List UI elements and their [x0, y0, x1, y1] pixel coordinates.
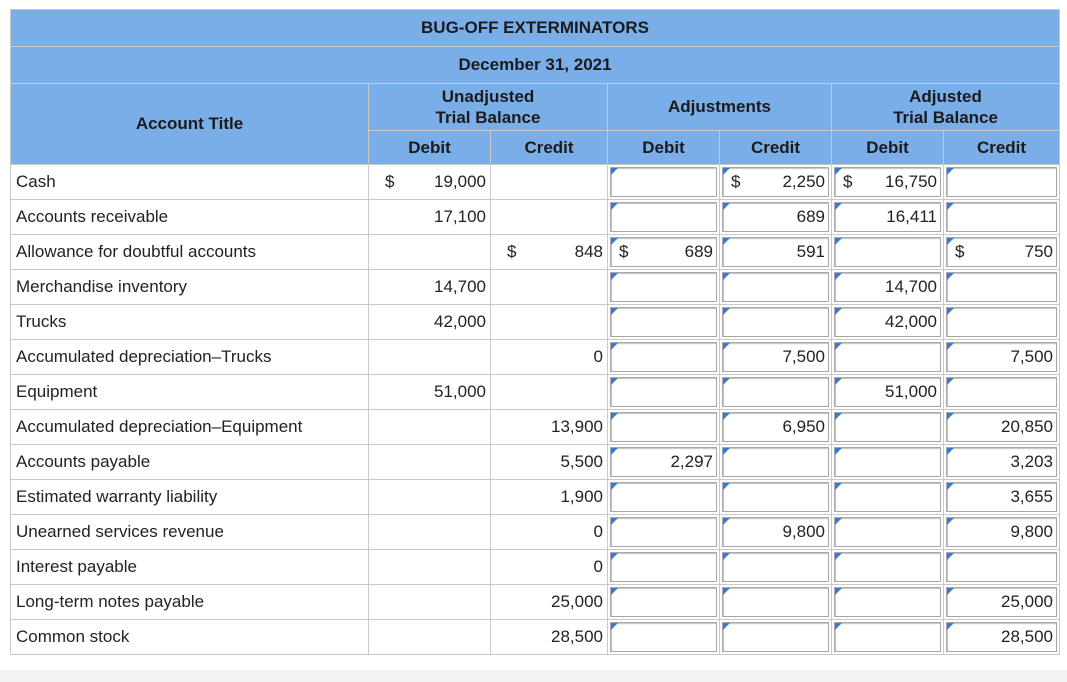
adj-credit-input[interactable]: [722, 237, 829, 267]
input-marker-icon: [835, 238, 842, 245]
at-credit-input[interactable]: [946, 622, 1057, 652]
table-row: [11, 550, 1060, 585]
adjusted-trial-balance-header: [832, 84, 1060, 131]
adj-debit-input[interactable]: [610, 622, 717, 652]
at-credit-cell: [944, 480, 1060, 515]
adj-credit-cell: [720, 340, 832, 375]
table-row: [11, 620, 1060, 655]
adj-credit-cell: [720, 305, 832, 340]
adj-debit-input[interactable]: [610, 447, 717, 477]
adj-credit-cell: [720, 550, 832, 585]
input-value: 14,700: [885, 277, 937, 296]
at-credit-input[interactable]: [946, 552, 1057, 582]
at-credit-cell: [944, 165, 1060, 200]
account-title-cell: Unearned services revenue: [11, 515, 369, 550]
at-credit-cell: [944, 305, 1060, 340]
ut-credit-cell: [491, 340, 608, 375]
at-debit-input[interactable]: [834, 202, 941, 232]
at-debit-cell: [832, 340, 944, 375]
input-value: 3,203: [1010, 452, 1054, 471]
at-credit-input[interactable]: [946, 202, 1057, 232]
ut-debit-cell: [369, 550, 491, 585]
at-debit-cell: [832, 305, 944, 340]
at-debit-cell: [832, 200, 944, 235]
at-credit-cell: [944, 515, 1060, 550]
input-marker-icon: [723, 588, 730, 595]
amount-value: 848: [574, 242, 603, 261]
adj-credit-cell: [720, 410, 832, 445]
input-marker-icon: [723, 203, 730, 210]
at-debit-input[interactable]: [834, 517, 941, 547]
adj-credit-cell: [720, 585, 832, 620]
account-title-cell: Cash: [11, 165, 369, 200]
adjustments-header: Adjustments: [608, 84, 832, 131]
at-debit-input[interactable]: [834, 307, 941, 337]
input-marker-icon: [947, 238, 954, 245]
at-debit-input[interactable]: [834, 587, 941, 617]
input-marker-icon: [835, 553, 842, 560]
input-value: 51,000: [885, 382, 937, 401]
ut-credit-cell: [491, 480, 608, 515]
adj-debit-cell: [608, 375, 720, 410]
adj-credit-cell: [720, 165, 832, 200]
input-marker-icon: [835, 588, 842, 595]
input-value: 689: [796, 207, 825, 226]
at-debit-input[interactable]: [834, 447, 941, 477]
adj-credit-cell: [720, 445, 832, 480]
currency-symbol: $: [507, 242, 517, 261]
input-marker-icon: [723, 553, 730, 560]
adj-debit-cell: [608, 515, 720, 550]
ut-debit-cell: [369, 235, 491, 270]
input-value: 7,500: [782, 347, 825, 366]
at-credit-cell: [944, 340, 1060, 375]
at-debit-input[interactable]: [834, 552, 941, 582]
table-row: [11, 515, 1060, 550]
amount-value: 14,700: [434, 277, 486, 296]
adj-debit-cell: [608, 550, 720, 585]
input-marker-icon: [611, 378, 618, 385]
input-marker-icon: [947, 483, 954, 490]
input-marker-icon: [835, 623, 842, 630]
input-value: 20,850: [1001, 417, 1054, 436]
adj-debit-input[interactable]: [610, 342, 717, 372]
at-credit-cell: [944, 410, 1060, 445]
at-credit-input[interactable]: [946, 587, 1057, 617]
adj-debit-cell: [608, 585, 720, 620]
input-marker-icon: [947, 518, 954, 525]
statement-date: December 31, 2021: [11, 47, 1060, 84]
at-debit-cell: [832, 550, 944, 585]
account-title-cell: Accounts payable: [11, 445, 369, 480]
input-marker-icon: [947, 343, 954, 350]
input-value: 7,500: [1010, 347, 1054, 366]
input-marker-icon: [947, 168, 954, 175]
adj-debit-input[interactable]: [610, 377, 717, 407]
input-marker-icon: [611, 413, 618, 420]
at-credit-header: Credit: [944, 131, 1060, 165]
account-title-cell: Accumulated depreciation–Equipment: [11, 410, 369, 445]
adj-debit-cell: [608, 165, 720, 200]
page-bottom-strip: [0, 670, 1067, 682]
at-credit-cell: [944, 550, 1060, 585]
at-credit-cell: [944, 585, 1060, 620]
input-value: 25,000: [1001, 592, 1054, 611]
amount-value: 51,000: [434, 382, 486, 401]
input-marker-icon: [947, 553, 954, 560]
adj-debit-input[interactable]: [610, 587, 717, 617]
ut-credit-cell: [491, 165, 608, 200]
at-credit-cell: [944, 620, 1060, 655]
adj-debit-input[interactable]: [610, 237, 717, 267]
input-value: 591: [796, 242, 825, 261]
at-credit-input[interactable]: [946, 237, 1057, 267]
adj-credit-input[interactable]: [722, 622, 829, 652]
account-title-cell: Accumulated depreciation–Trucks: [11, 340, 369, 375]
adj-debit-cell: [608, 445, 720, 480]
table-row: [11, 200, 1060, 235]
adj-debit-cell: [608, 305, 720, 340]
ut-debit-header: Debit: [369, 131, 491, 165]
table-row: [11, 410, 1060, 445]
at-debit-input[interactable]: [834, 167, 941, 197]
amount-value: 0: [593, 557, 603, 576]
adj-credit-cell: [720, 200, 832, 235]
ut-credit-cell: [491, 270, 608, 305]
adj-debit-input[interactable]: [610, 482, 717, 512]
at-credit-input[interactable]: [946, 307, 1057, 337]
adj-credit-input[interactable]: [722, 272, 829, 302]
account-title-cell: Common stock: [11, 620, 369, 655]
input-marker-icon: [835, 378, 842, 385]
adj-debit-input[interactable]: [610, 552, 717, 582]
input-marker-icon: [723, 168, 730, 175]
at-debit-input[interactable]: [834, 482, 941, 512]
ut-credit-cell: [491, 620, 608, 655]
input-value: 2,297: [670, 452, 713, 471]
input-value: 6,950: [782, 417, 825, 436]
input-value: 3,655: [1010, 487, 1054, 506]
table-row: [11, 165, 1060, 200]
input-marker-icon: [723, 413, 730, 420]
unadjusted-label: Unadjusted: [441, 87, 535, 106]
at-credit-input[interactable]: [946, 377, 1057, 407]
input-marker-icon: [723, 308, 730, 315]
amount-value: 0: [593, 522, 603, 541]
at-debit-cell: [832, 480, 944, 515]
at-credit-input[interactable]: [946, 412, 1057, 442]
input-marker-icon: [611, 588, 618, 595]
input-marker-icon: [835, 518, 842, 525]
adj-credit-input[interactable]: [722, 482, 829, 512]
ut-debit-cell: [369, 375, 491, 410]
ut-debit-cell: [369, 340, 491, 375]
table-row: [11, 375, 1060, 410]
at-debit-input[interactable]: [834, 342, 941, 372]
input-marker-icon: [611, 238, 618, 245]
input-marker-icon: [723, 518, 730, 525]
at-credit-input[interactable]: [946, 447, 1057, 477]
input-marker-icon: [611, 518, 618, 525]
input-marker-icon: [611, 553, 618, 560]
adj-credit-input[interactable]: [722, 377, 829, 407]
at-debit-cell: [832, 165, 944, 200]
adjusted-trial-balance-label: Trial Balance: [893, 108, 998, 127]
currency-symbol: $: [843, 172, 853, 191]
trial-balance-worksheet: [10, 9, 1060, 655]
adj-credit-input[interactable]: [722, 202, 829, 232]
adj-credit-header: Credit: [720, 131, 832, 165]
at-debit-header: Debit: [832, 131, 944, 165]
input-marker-icon: [947, 273, 954, 280]
input-marker-icon: [723, 238, 730, 245]
at-credit-cell: [944, 445, 1060, 480]
at-credit-input[interactable]: [946, 342, 1057, 372]
input-marker-icon: [947, 203, 954, 210]
ut-debit-cell: [369, 200, 491, 235]
account-title-cell: Allowance for doubtful accounts: [11, 235, 369, 270]
amount-value: 0: [593, 347, 603, 366]
amount-value: 1,900: [560, 487, 603, 506]
at-debit-cell: [832, 270, 944, 305]
adj-debit-input[interactable]: [610, 202, 717, 232]
at-debit-cell: [832, 585, 944, 620]
ut-credit-cell: [491, 410, 608, 445]
input-value: 9,800: [1010, 522, 1054, 541]
adj-debit-cell: [608, 270, 720, 305]
adj-credit-input[interactable]: [722, 587, 829, 617]
input-marker-icon: [611, 343, 618, 350]
adj-debit-input[interactable]: [610, 412, 717, 442]
adj-credit-cell: [720, 480, 832, 515]
currency-symbol: $: [955, 242, 965, 261]
input-marker-icon: [723, 378, 730, 385]
input-value: 9,800: [782, 522, 825, 541]
ut-debit-cell: [369, 585, 491, 620]
ut-debit-cell: [369, 445, 491, 480]
input-marker-icon: [723, 448, 730, 455]
input-marker-icon: [611, 483, 618, 490]
at-debit-input[interactable]: [834, 272, 941, 302]
adj-debit-cell: [608, 480, 720, 515]
adj-debit-cell: [608, 200, 720, 235]
input-marker-icon: [723, 623, 730, 630]
adj-debit-input[interactable]: [610, 272, 717, 302]
input-marker-icon: [611, 308, 618, 315]
account-title-cell: Equipment: [11, 375, 369, 410]
input-marker-icon: [611, 273, 618, 280]
table-row: [11, 585, 1060, 620]
account-title-cell: Accounts receivable: [11, 200, 369, 235]
adj-credit-cell: [720, 375, 832, 410]
input-marker-icon: [947, 378, 954, 385]
input-marker-icon: [835, 413, 842, 420]
at-credit-input[interactable]: [946, 272, 1057, 302]
input-marker-icon: [947, 588, 954, 595]
adj-credit-input[interactable]: [722, 307, 829, 337]
account-title-cell: Trucks: [11, 305, 369, 340]
input-marker-icon: [723, 483, 730, 490]
ut-credit-cell: [491, 550, 608, 585]
table-row: [11, 305, 1060, 340]
input-value: 28,500: [1001, 627, 1054, 646]
input-value: 689: [684, 242, 713, 261]
input-value: 2,250: [782, 172, 825, 191]
adjusted-label: Adjusted: [909, 87, 982, 106]
ut-debit-cell: [369, 410, 491, 445]
at-credit-cell: [944, 200, 1060, 235]
adj-debit-cell: [608, 340, 720, 375]
currency-symbol: $: [731, 172, 741, 191]
amount-value: 19,000: [434, 172, 486, 191]
at-credit-input[interactable]: [946, 167, 1057, 197]
amount-value: 28,500: [551, 627, 603, 646]
adj-debit-header: Debit: [608, 131, 720, 165]
ut-debit-cell: [369, 515, 491, 550]
ut-credit-header: Credit: [491, 131, 608, 165]
amount-value: 5,500: [560, 452, 603, 471]
input-marker-icon: [947, 623, 954, 630]
unadjusted-trial-balance-header: [369, 84, 608, 131]
input-marker-icon: [723, 343, 730, 350]
ut-credit-cell: [491, 515, 608, 550]
ut-credit-cell: [491, 375, 608, 410]
input-value: 42,000: [885, 312, 937, 331]
input-value: 16,750: [885, 172, 937, 191]
at-credit-cell: [944, 375, 1060, 410]
adj-debit-input[interactable]: [610, 167, 717, 197]
adj-credit-cell: [720, 515, 832, 550]
at-credit-cell: [944, 270, 1060, 305]
table-row: [11, 480, 1060, 515]
amount-value: 25,000: [551, 592, 603, 611]
adj-debit-cell: [608, 235, 720, 270]
adj-debit-input[interactable]: [610, 517, 717, 547]
table-row: [11, 270, 1060, 305]
adj-credit-cell: [720, 620, 832, 655]
table-row: [11, 235, 1060, 270]
adj-debit-cell: [608, 620, 720, 655]
account-title-header: [11, 84, 369, 165]
adj-credit-input[interactable]: [722, 447, 829, 477]
adj-credit-input[interactable]: [722, 552, 829, 582]
adj-credit-cell: [720, 235, 832, 270]
currency-symbol: $: [385, 172, 395, 191]
input-value: 16,411: [886, 207, 937, 226]
amount-value: 42,000: [434, 312, 486, 331]
company-name: BUG-OFF EXTERMINATORS: [11, 10, 1060, 47]
ut-debit-cell: [369, 270, 491, 305]
at-credit-input[interactable]: [946, 517, 1057, 547]
input-marker-icon: [835, 203, 842, 210]
at-credit-input[interactable]: [946, 482, 1057, 512]
adj-debit-cell: [608, 410, 720, 445]
input-marker-icon: [835, 343, 842, 350]
input-marker-icon: [947, 413, 954, 420]
ut-debit-cell: [369, 165, 491, 200]
account-title-cell: Interest payable: [11, 550, 369, 585]
unadjusted-trial-balance-label: Trial Balance: [435, 108, 541, 127]
input-marker-icon: [947, 448, 954, 455]
adj-credit-input[interactable]: [722, 342, 829, 372]
at-credit-cell: [944, 235, 1060, 270]
at-debit-cell: [832, 235, 944, 270]
input-marker-icon: [611, 203, 618, 210]
ut-credit-cell: [491, 585, 608, 620]
adj-credit-input[interactable]: [722, 167, 829, 197]
at-debit-input[interactable]: [834, 377, 941, 407]
at-debit-cell: [832, 375, 944, 410]
at-debit-cell: [832, 515, 944, 550]
ut-credit-cell: [491, 200, 608, 235]
table-row: [11, 340, 1060, 375]
input-marker-icon: [835, 308, 842, 315]
ut-debit-cell: [369, 480, 491, 515]
adj-credit-input[interactable]: [722, 412, 829, 442]
account-title-cell: Long-term notes payable: [11, 585, 369, 620]
input-marker-icon: [611, 623, 618, 630]
ut-debit-cell: [369, 620, 491, 655]
input-marker-icon: [611, 168, 618, 175]
ut-debit-cell: [369, 305, 491, 340]
input-value: 750: [1024, 242, 1054, 261]
amount-value: 17,100: [434, 207, 486, 226]
account-title-cell: Estimated warranty liability: [11, 480, 369, 515]
input-marker-icon: [835, 448, 842, 455]
worksheet-rows: [11, 165, 1060, 655]
at-debit-cell: [832, 410, 944, 445]
input-marker-icon: [947, 308, 954, 315]
input-marker-icon: [835, 168, 842, 175]
account-title-label: Account Title: [135, 114, 244, 133]
adj-credit-cell: [720, 270, 832, 305]
adj-credit-input[interactable]: [722, 517, 829, 547]
at-debit-input[interactable]: [834, 237, 941, 267]
input-marker-icon: [835, 483, 842, 490]
ut-credit-cell: [491, 235, 608, 270]
currency-symbol: $: [619, 242, 629, 261]
at-debit-input[interactable]: [834, 412, 941, 442]
input-marker-icon: [611, 448, 618, 455]
at-debit-cell: [832, 620, 944, 655]
adj-debit-input[interactable]: [610, 307, 717, 337]
input-marker-icon: [723, 273, 730, 280]
account-title-cell: Merchandise inventory: [11, 270, 369, 305]
input-marker-icon: [835, 273, 842, 280]
at-debit-input[interactable]: [834, 622, 941, 652]
at-debit-cell: [832, 445, 944, 480]
ut-credit-cell: [491, 305, 608, 340]
table-row: [11, 445, 1060, 480]
ut-credit-cell: [491, 445, 608, 480]
amount-value: 13,900: [551, 417, 603, 436]
